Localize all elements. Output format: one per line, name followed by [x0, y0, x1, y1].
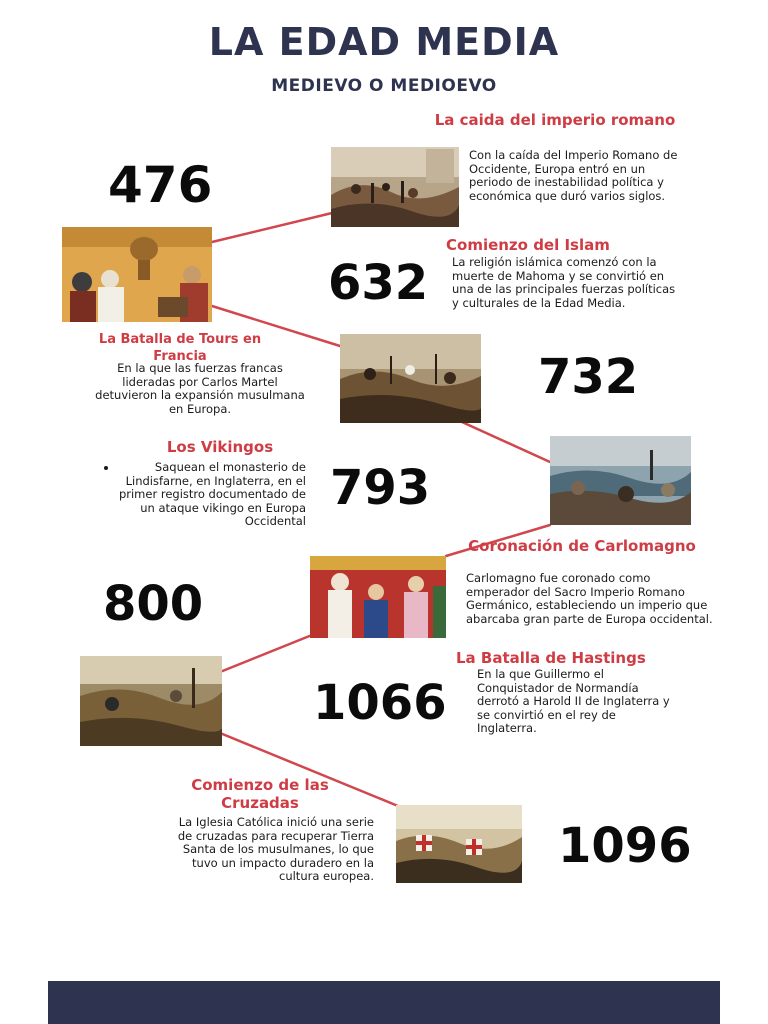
islamic-manuscript-image [62, 227, 212, 322]
event-title-1096: Comienzo de las Cruzadas [191, 776, 329, 812]
year-732: 732 [538, 349, 639, 405]
event-text-793-bullet: • Saquean el monasterio de Lindisfarne, en Inglaterra, en el primer registro documentado de un ataque vikingo en Europa Occidental [118, 461, 306, 529]
event-title-793: Los Vikingos [166, 438, 274, 456]
viking-raid-image [550, 436, 691, 525]
event-title-1066: La Batalla de Hastings [456, 649, 646, 667]
coronation-manuscript-image [310, 556, 446, 638]
page-subtitle: MEDIEVO O MEDIOEVO [271, 76, 497, 96]
event-text-1096: La Iglesia Católica inició una serie de cruzadas para recuperar Tierra Santa de los musulmanes, lo que tuvo un impacto duradero en la cultura europea. [177, 815, 374, 883]
connector-800-1066 [220, 635, 312, 672]
crusades-image [396, 805, 522, 883]
year-1066: 1066 [313, 675, 447, 731]
event-title-732: La Batalla de Tours en Francia [98, 332, 262, 364]
event-title-632: Comienzo del Islam [446, 236, 610, 254]
year-1096: 1096 [558, 818, 692, 874]
year-793: 793 [330, 460, 431, 516]
connector-732-793 [462, 422, 550, 462]
event-title-800: Coronación de Carlomagno [468, 537, 696, 555]
event-text-793 [108, 461, 306, 529]
event-text-800: Carlomagno fue coronado como emperador del Sacro Imperio Romano Germánico, estableciendo un imperio que abarcaba gran parte de Europa occidental. [466, 571, 713, 626]
event-text-732: En la que las fuerzas francas lideradas por Carlos Martel detuvieron la expansión musulmana en Europa. [95, 361, 305, 416]
roman-battle-image [331, 147, 459, 227]
year-632: 632 [328, 255, 429, 311]
page-title: LA EDAD MEDIA [208, 20, 560, 64]
event-text-476: Con la caída del Imperio Romano de Occidente, Europa entró en un periodo de inestabilidad política y económica que duró varios siglos. [469, 148, 678, 203]
year-476: 476 [108, 156, 213, 214]
connector-476-632 [212, 213, 332, 242]
battle-of-tours-image [340, 334, 481, 423]
event-text-632: La religión islámica comenzó con la muerte de Mahoma y se convirtió en una de las principales fuerzas políticas y culturales de la Edad Media. [452, 255, 676, 310]
footer-bar [48, 981, 720, 1024]
event-text-1066: En la que Guillermo el Conquistador de Normandía derrotó a Harold II de Inglaterra y se convirtió en el rey de Inglaterra. [477, 667, 670, 735]
year-800: 800 [103, 576, 204, 632]
hastings-battle-image [80, 656, 222, 746]
event-title-476: La caida del imperio romano [434, 111, 676, 129]
